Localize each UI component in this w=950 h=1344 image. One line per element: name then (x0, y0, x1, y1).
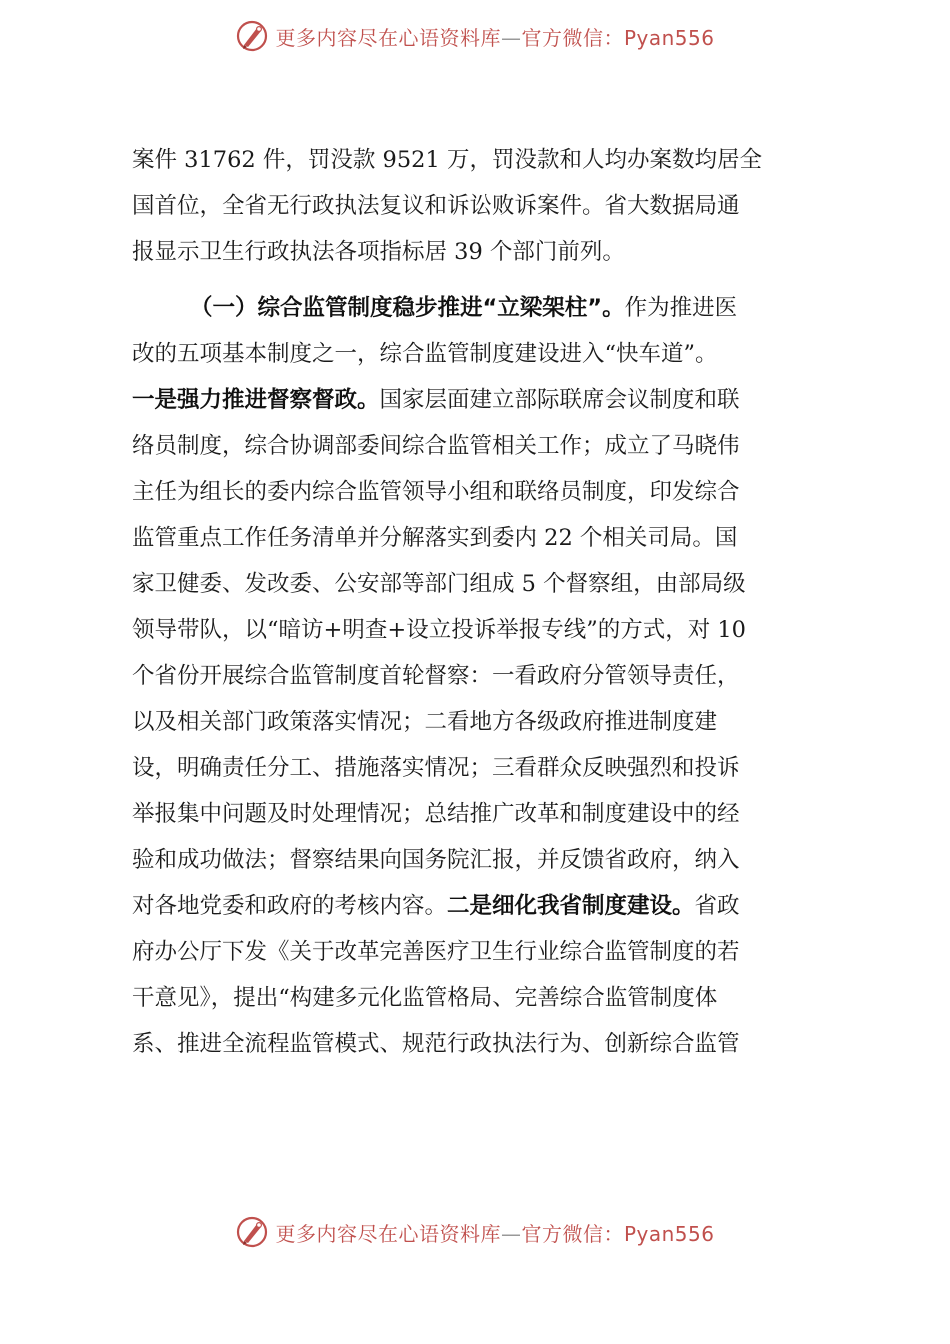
bold-heading-segment: （一）综合监管制度稳步推进“立梁架柱”。 (190, 295, 625, 321)
watermark-text (275, 1218, 714, 1247)
watermark-separator: — (500, 25, 522, 50)
text-segment: 作为推进医 (624, 295, 738, 321)
text-segment: 设，明确责任分工、措施落实情况；三看群众反映强烈和投诉 (132, 755, 740, 781)
watermark-separator: — (500, 1221, 522, 1246)
text-line (132, 380, 822, 426)
watermark-brand: 更多内容尽在心语资料库 (275, 25, 501, 50)
text-segment: 报显示卫生行政执法各项指标居 39 个部门前列。 (132, 239, 625, 265)
text-line (132, 610, 822, 656)
text-line (132, 794, 822, 840)
text-segment: 举报集中问题及时处理情况；总结推广改革和制度建设中的经 (132, 801, 740, 827)
text-segment: 领导带队，以“暗访+明查+设立投诉举报专线”的方式，对 10 (132, 617, 746, 643)
text-line (132, 518, 822, 564)
text-segment: 国家层面建立部际联席会议制度和联 (379, 387, 740, 413)
text-segment: 国首位，全省无行政执法复议和诉讼败诉案件。省大数据局通 (132, 193, 740, 219)
text-segment: 监管重点工作任务清单并分解落实到委内 22 个相关司局。国 (132, 525, 738, 551)
text-line (132, 288, 822, 334)
text-line (132, 1024, 822, 1070)
pen-logo-icon (235, 19, 269, 53)
text-segment: 络员制度，综合协调部委间综合监管相关工作；成立了马晓伟 (132, 433, 740, 459)
text-segment: 以及相关部门政策落实情况；二看地方各级政府推进制度建 (132, 709, 718, 735)
watermark-contact: 官方微信：Pyan556 (521, 25, 715, 50)
text-line (132, 886, 822, 932)
text-segment: 府办公厅下发《关于改革完善医疗卫生行业综合监管制度的若 (132, 939, 740, 965)
text-line (132, 232, 822, 278)
text-segment: 省政 (694, 893, 740, 919)
watermark-text (275, 22, 714, 51)
bold-heading-segment: 二是细化我省制度建设。 (447, 893, 695, 919)
text-line (132, 656, 822, 702)
header-watermark (0, 16, 950, 56)
text-segment: 案件 31762 件，罚没款 9521 万，罚没款和人均办案数均居全 (132, 147, 762, 173)
text-segment: 主任为组长的委内综合监管领导小组和联络员制度，印发综合 (132, 479, 740, 505)
text-segment: 对各地党委和政府的考核内容。 (132, 893, 448, 919)
bold-heading-segment: 一是强力推进督察督政。 (132, 387, 380, 413)
text-line (132, 840, 822, 886)
text-line (132, 978, 822, 1024)
watermark-brand: 更多内容尽在心语资料库 (275, 1221, 501, 1246)
text-line (132, 564, 822, 610)
text-line (132, 334, 822, 380)
text-line (132, 748, 822, 794)
watermark-contact: 官方微信：Pyan556 (521, 1221, 715, 1246)
text-segment: 系、推进全流程监管模式、规范行政执法行为、创新综合监管 (132, 1031, 740, 1057)
footer-watermark (0, 1212, 950, 1252)
text-segment: 干意见》，提出“构建多元化监管格局、完善综合监管制度体 (132, 985, 718, 1011)
text-line (132, 932, 822, 978)
text-line (132, 140, 822, 186)
text-line (132, 186, 822, 232)
text-line (132, 472, 822, 518)
text-segment: 验和成功做法；督察结果向国务院汇报，并反馈省政府，纳入 (132, 847, 740, 873)
text-line (132, 426, 822, 472)
pen-logo-icon (235, 1215, 269, 1249)
text-line (132, 702, 822, 748)
text-segment: 个省份开展综合监管制度首轮督察：一看政府分管领导责任， (132, 663, 740, 689)
text-segment: 改的五项基本制度之一，综合监管制度建设进入“快车道”。 (132, 341, 718, 367)
text-segment: 家卫健委、发改委、公安部等部门组成 5 个督察组，由部局级 (132, 571, 746, 597)
document-body (132, 140, 822, 1070)
